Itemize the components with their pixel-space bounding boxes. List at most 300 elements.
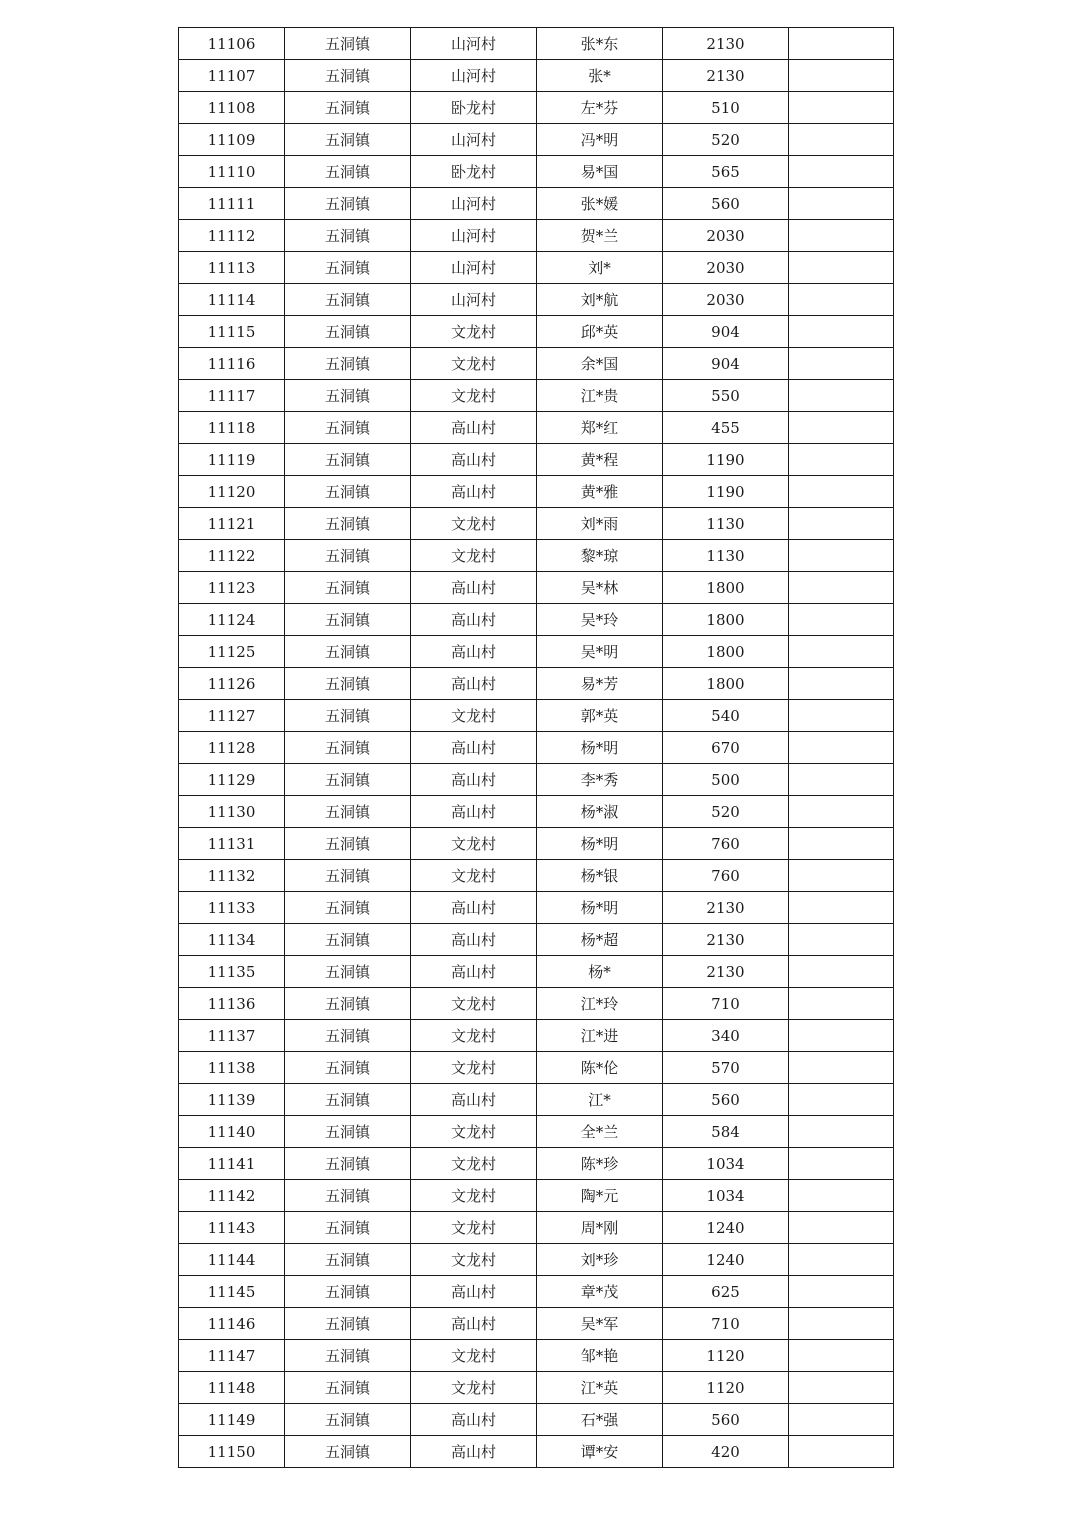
name-cell: 刘*航 xyxy=(537,284,663,316)
village-cell: 卧龙村 xyxy=(411,92,537,124)
row-number-cell: 11108 xyxy=(179,92,285,124)
remark-cell xyxy=(789,156,894,188)
remark-cell xyxy=(789,636,894,668)
name-cell: 李*秀 xyxy=(537,764,663,796)
remark-cell xyxy=(789,1276,894,1308)
row-number-cell: 11118 xyxy=(179,412,285,444)
amount-cell: 540 xyxy=(663,700,789,732)
name-cell: 杨*明 xyxy=(537,892,663,924)
amount-cell: 1800 xyxy=(663,636,789,668)
name-cell: 江*贵 xyxy=(537,380,663,412)
table-row xyxy=(179,1212,894,1244)
town-cell: 五洞镇 xyxy=(285,572,411,604)
row-number-cell: 11123 xyxy=(179,572,285,604)
town-cell: 五洞镇 xyxy=(285,924,411,956)
row-number-cell: 11133 xyxy=(179,892,285,924)
name-cell: 章*茂 xyxy=(537,1276,663,1308)
amount-cell: 904 xyxy=(663,348,789,380)
row-number-cell: 11111 xyxy=(179,188,285,220)
table-row xyxy=(179,476,894,508)
name-cell: 吴*林 xyxy=(537,572,663,604)
town-cell: 五洞镇 xyxy=(285,1340,411,1372)
village-cell: 山河村 xyxy=(411,188,537,220)
name-cell: 吴*明 xyxy=(537,636,663,668)
village-cell: 卧龙村 xyxy=(411,156,537,188)
remark-cell xyxy=(789,1436,894,1468)
amount-cell: 1130 xyxy=(663,508,789,540)
table-row xyxy=(179,796,894,828)
table-row xyxy=(179,284,894,316)
remark-cell xyxy=(789,860,894,892)
amount-cell: 520 xyxy=(663,124,789,156)
amount-cell: 1190 xyxy=(663,444,789,476)
amount-cell: 670 xyxy=(663,732,789,764)
row-number-cell: 11124 xyxy=(179,604,285,636)
remark-cell xyxy=(789,1372,894,1404)
town-cell: 五洞镇 xyxy=(285,476,411,508)
remark-cell xyxy=(789,764,894,796)
name-cell: 江*玲 xyxy=(537,988,663,1020)
table-row xyxy=(179,732,894,764)
town-cell: 五洞镇 xyxy=(285,1308,411,1340)
town-cell: 五洞镇 xyxy=(285,60,411,92)
town-cell: 五洞镇 xyxy=(285,668,411,700)
table-row xyxy=(179,60,894,92)
town-cell: 五洞镇 xyxy=(285,540,411,572)
name-cell: 杨*明 xyxy=(537,828,663,860)
row-number-cell: 11113 xyxy=(179,252,285,284)
remark-cell xyxy=(789,92,894,124)
town-cell: 五洞镇 xyxy=(285,348,411,380)
name-cell: 杨*淑 xyxy=(537,796,663,828)
remark-cell xyxy=(789,316,894,348)
table-row xyxy=(179,1244,894,1276)
remark-cell xyxy=(789,572,894,604)
name-cell: 谭*安 xyxy=(537,1436,663,1468)
row-number-cell: 11107 xyxy=(179,60,285,92)
table-row xyxy=(179,252,894,284)
table-row xyxy=(179,636,894,668)
town-cell: 五洞镇 xyxy=(285,252,411,284)
remark-cell xyxy=(789,1148,894,1180)
amount-cell: 340 xyxy=(663,1020,789,1052)
remark-cell xyxy=(789,732,894,764)
town-cell: 五洞镇 xyxy=(285,860,411,892)
remark-cell xyxy=(789,796,894,828)
remark-cell xyxy=(789,924,894,956)
town-cell: 五洞镇 xyxy=(285,892,411,924)
table-row xyxy=(179,892,894,924)
table-row xyxy=(179,1116,894,1148)
town-cell: 五洞镇 xyxy=(285,1244,411,1276)
table-row xyxy=(179,572,894,604)
amount-cell: 570 xyxy=(663,1052,789,1084)
village-cell: 文龙村 xyxy=(411,860,537,892)
remark-cell xyxy=(789,1052,894,1084)
remark-cell xyxy=(789,348,894,380)
village-cell: 高山村 xyxy=(411,572,537,604)
table-row xyxy=(179,508,894,540)
village-cell: 高山村 xyxy=(411,1404,537,1436)
table-row xyxy=(179,1436,894,1468)
village-cell: 高山村 xyxy=(411,796,537,828)
remark-cell xyxy=(789,892,894,924)
name-cell: 杨* xyxy=(537,956,663,988)
remark-cell xyxy=(789,1180,894,1212)
village-cell: 文龙村 xyxy=(411,988,537,1020)
table-row xyxy=(179,540,894,572)
amount-cell: 1190 xyxy=(663,476,789,508)
name-cell: 郭*英 xyxy=(537,700,663,732)
table-row xyxy=(179,1020,894,1052)
amount-cell: 2130 xyxy=(663,60,789,92)
village-cell: 文龙村 xyxy=(411,1020,537,1052)
name-cell: 郑*红 xyxy=(537,412,663,444)
village-cell: 山河村 xyxy=(411,28,537,60)
remark-cell xyxy=(789,508,894,540)
amount-cell: 560 xyxy=(663,188,789,220)
amount-cell: 420 xyxy=(663,1436,789,1468)
village-cell: 文龙村 xyxy=(411,1116,537,1148)
amount-cell: 2130 xyxy=(663,956,789,988)
table-row xyxy=(179,828,894,860)
amount-cell: 1240 xyxy=(663,1212,789,1244)
name-cell: 贺*兰 xyxy=(537,220,663,252)
amount-cell: 760 xyxy=(663,828,789,860)
village-cell: 文龙村 xyxy=(411,1052,537,1084)
amount-cell: 1034 xyxy=(663,1180,789,1212)
name-cell: 江*英 xyxy=(537,1372,663,1404)
row-number-cell: 11135 xyxy=(179,956,285,988)
row-number-cell: 11148 xyxy=(179,1372,285,1404)
amount-cell: 1120 xyxy=(663,1372,789,1404)
remark-cell xyxy=(789,1020,894,1052)
town-cell: 五洞镇 xyxy=(285,1180,411,1212)
town-cell: 五洞镇 xyxy=(285,188,411,220)
town-cell: 五洞镇 xyxy=(285,1436,411,1468)
row-number-cell: 11116 xyxy=(179,348,285,380)
name-cell: 左*芬 xyxy=(537,92,663,124)
remark-cell xyxy=(789,124,894,156)
amount-cell: 710 xyxy=(663,1308,789,1340)
village-cell: 高山村 xyxy=(411,1084,537,1116)
remark-cell xyxy=(789,188,894,220)
village-cell: 高山村 xyxy=(411,924,537,956)
row-number-cell: 11142 xyxy=(179,1180,285,1212)
row-number-cell: 11112 xyxy=(179,220,285,252)
village-cell: 文龙村 xyxy=(411,1244,537,1276)
row-number-cell: 11144 xyxy=(179,1244,285,1276)
row-number-cell: 11115 xyxy=(179,316,285,348)
village-cell: 高山村 xyxy=(411,636,537,668)
name-cell: 黄*雅 xyxy=(537,476,663,508)
amount-cell: 1800 xyxy=(663,572,789,604)
row-number-cell: 11109 xyxy=(179,124,285,156)
village-cell: 文龙村 xyxy=(411,1340,537,1372)
remark-cell xyxy=(789,700,894,732)
row-number-cell: 11128 xyxy=(179,732,285,764)
row-number-cell: 11125 xyxy=(179,636,285,668)
amount-cell: 455 xyxy=(663,412,789,444)
town-cell: 五洞镇 xyxy=(285,412,411,444)
town-cell: 五洞镇 xyxy=(285,220,411,252)
village-cell: 文龙村 xyxy=(411,508,537,540)
town-cell: 五洞镇 xyxy=(285,1116,411,1148)
row-number-cell: 11137 xyxy=(179,1020,285,1052)
row-number-cell: 11130 xyxy=(179,796,285,828)
table-row xyxy=(179,1148,894,1180)
remark-cell xyxy=(789,1116,894,1148)
village-cell: 文龙村 xyxy=(411,1180,537,1212)
data-table xyxy=(178,27,894,1468)
table-row xyxy=(179,1180,894,1212)
town-cell: 五洞镇 xyxy=(285,732,411,764)
row-number-cell: 11129 xyxy=(179,764,285,796)
village-cell: 高山村 xyxy=(411,956,537,988)
remark-cell xyxy=(789,28,894,60)
town-cell: 五洞镇 xyxy=(285,604,411,636)
village-cell: 山河村 xyxy=(411,252,537,284)
name-cell: 张*媛 xyxy=(537,188,663,220)
name-cell: 杨*超 xyxy=(537,924,663,956)
village-cell: 高山村 xyxy=(411,1308,537,1340)
town-cell: 五洞镇 xyxy=(285,1276,411,1308)
village-cell: 高山村 xyxy=(411,1276,537,1308)
table-row xyxy=(179,28,894,60)
row-number-cell: 11132 xyxy=(179,860,285,892)
table-row xyxy=(179,220,894,252)
name-cell: 吴*军 xyxy=(537,1308,663,1340)
row-number-cell: 11119 xyxy=(179,444,285,476)
row-number-cell: 11139 xyxy=(179,1084,285,1116)
amount-cell: 1800 xyxy=(663,668,789,700)
amount-cell: 1034 xyxy=(663,1148,789,1180)
name-cell: 石*强 xyxy=(537,1404,663,1436)
amount-cell: 2130 xyxy=(663,892,789,924)
table-row xyxy=(179,1340,894,1372)
remark-cell xyxy=(789,412,894,444)
village-cell: 高山村 xyxy=(411,1436,537,1468)
name-cell: 邱*英 xyxy=(537,316,663,348)
village-cell: 文龙村 xyxy=(411,316,537,348)
amount-cell: 2030 xyxy=(663,220,789,252)
table-body xyxy=(179,28,894,1468)
table-row xyxy=(179,348,894,380)
table-row xyxy=(179,124,894,156)
remark-cell xyxy=(789,60,894,92)
name-cell: 张* xyxy=(537,60,663,92)
name-cell: 陈*珍 xyxy=(537,1148,663,1180)
village-cell: 高山村 xyxy=(411,764,537,796)
row-number-cell: 11136 xyxy=(179,988,285,1020)
row-number-cell: 11122 xyxy=(179,540,285,572)
town-cell: 五洞镇 xyxy=(285,284,411,316)
name-cell: 陶*元 xyxy=(537,1180,663,1212)
remark-cell xyxy=(789,380,894,412)
name-cell: 刘*雨 xyxy=(537,508,663,540)
amount-cell: 2030 xyxy=(663,252,789,284)
amount-cell: 904 xyxy=(663,316,789,348)
town-cell: 五洞镇 xyxy=(285,764,411,796)
table-row xyxy=(179,988,894,1020)
village-cell: 高山村 xyxy=(411,476,537,508)
town-cell: 五洞镇 xyxy=(285,1212,411,1244)
remark-cell xyxy=(789,476,894,508)
row-number-cell: 11121 xyxy=(179,508,285,540)
town-cell: 五洞镇 xyxy=(285,988,411,1020)
town-cell: 五洞镇 xyxy=(285,380,411,412)
table-row xyxy=(179,1052,894,1084)
remark-cell xyxy=(789,988,894,1020)
table-row xyxy=(179,444,894,476)
village-cell: 文龙村 xyxy=(411,1148,537,1180)
table-row xyxy=(179,92,894,124)
town-cell: 五洞镇 xyxy=(285,1404,411,1436)
name-cell: 杨*明 xyxy=(537,732,663,764)
table-row xyxy=(179,604,894,636)
table-row xyxy=(179,668,894,700)
row-number-cell: 11114 xyxy=(179,284,285,316)
remark-cell xyxy=(789,828,894,860)
table-row xyxy=(179,700,894,732)
amount-cell: 1120 xyxy=(663,1340,789,1372)
amount-cell: 584 xyxy=(663,1116,789,1148)
row-number-cell: 11143 xyxy=(179,1212,285,1244)
amount-cell: 565 xyxy=(663,156,789,188)
village-cell: 高山村 xyxy=(411,444,537,476)
table-row xyxy=(179,860,894,892)
row-number-cell: 11131 xyxy=(179,828,285,860)
table-row xyxy=(179,380,894,412)
village-cell: 高山村 xyxy=(411,604,537,636)
village-cell: 山河村 xyxy=(411,60,537,92)
table-row xyxy=(179,1276,894,1308)
town-cell: 五洞镇 xyxy=(285,700,411,732)
town-cell: 五洞镇 xyxy=(285,444,411,476)
town-cell: 五洞镇 xyxy=(285,92,411,124)
town-cell: 五洞镇 xyxy=(285,1084,411,1116)
name-cell: 黄*程 xyxy=(537,444,663,476)
village-cell: 文龙村 xyxy=(411,700,537,732)
name-cell: 江*进 xyxy=(537,1020,663,1052)
remark-cell xyxy=(789,1404,894,1436)
row-number-cell: 11110 xyxy=(179,156,285,188)
amount-cell: 2030 xyxy=(663,284,789,316)
remark-cell xyxy=(789,220,894,252)
remark-cell xyxy=(789,284,894,316)
remark-cell xyxy=(789,1340,894,1372)
row-number-cell: 11145 xyxy=(179,1276,285,1308)
remark-cell xyxy=(789,668,894,700)
name-cell: 易*芳 xyxy=(537,668,663,700)
amount-cell: 510 xyxy=(663,92,789,124)
row-number-cell: 11141 xyxy=(179,1148,285,1180)
amount-cell: 560 xyxy=(663,1404,789,1436)
row-number-cell: 11134 xyxy=(179,924,285,956)
village-cell: 高山村 xyxy=(411,668,537,700)
amount-cell: 2130 xyxy=(663,28,789,60)
name-cell: 刘*珍 xyxy=(537,1244,663,1276)
name-cell: 全*兰 xyxy=(537,1116,663,1148)
table-row xyxy=(179,316,894,348)
row-number-cell: 11147 xyxy=(179,1340,285,1372)
name-cell: 陈*伦 xyxy=(537,1052,663,1084)
village-cell: 文龙村 xyxy=(411,380,537,412)
town-cell: 五洞镇 xyxy=(285,636,411,668)
town-cell: 五洞镇 xyxy=(285,828,411,860)
town-cell: 五洞镇 xyxy=(285,316,411,348)
town-cell: 五洞镇 xyxy=(285,124,411,156)
row-number-cell: 11146 xyxy=(179,1308,285,1340)
remark-cell xyxy=(789,1244,894,1276)
town-cell: 五洞镇 xyxy=(285,28,411,60)
town-cell: 五洞镇 xyxy=(285,796,411,828)
town-cell: 五洞镇 xyxy=(285,1372,411,1404)
village-cell: 高山村 xyxy=(411,892,537,924)
row-number-cell: 11149 xyxy=(179,1404,285,1436)
town-cell: 五洞镇 xyxy=(285,1020,411,1052)
village-cell: 文龙村 xyxy=(411,540,537,572)
name-cell: 冯*明 xyxy=(537,124,663,156)
table-row xyxy=(179,188,894,220)
village-cell: 高山村 xyxy=(411,732,537,764)
amount-cell: 500 xyxy=(663,764,789,796)
name-cell: 余*国 xyxy=(537,348,663,380)
row-number-cell: 11127 xyxy=(179,700,285,732)
name-cell: 张*东 xyxy=(537,28,663,60)
table-row xyxy=(179,764,894,796)
remark-cell xyxy=(789,252,894,284)
row-number-cell: 11140 xyxy=(179,1116,285,1148)
name-cell: 黎*琼 xyxy=(537,540,663,572)
village-cell: 文龙村 xyxy=(411,828,537,860)
name-cell: 杨*银 xyxy=(537,860,663,892)
remark-cell xyxy=(789,540,894,572)
table-row xyxy=(179,1308,894,1340)
town-cell: 五洞镇 xyxy=(285,156,411,188)
amount-cell: 550 xyxy=(663,380,789,412)
village-cell: 文龙村 xyxy=(411,1372,537,1404)
row-number-cell: 11120 xyxy=(179,476,285,508)
amount-cell: 1240 xyxy=(663,1244,789,1276)
table-row xyxy=(179,1372,894,1404)
remark-cell xyxy=(789,1084,894,1116)
town-cell: 五洞镇 xyxy=(285,508,411,540)
village-cell: 文龙村 xyxy=(411,348,537,380)
name-cell: 周*刚 xyxy=(537,1212,663,1244)
remark-cell xyxy=(789,604,894,636)
table-row xyxy=(179,1084,894,1116)
name-cell: 刘* xyxy=(537,252,663,284)
amount-cell: 560 xyxy=(663,1084,789,1116)
table-row xyxy=(179,956,894,988)
amount-cell: 760 xyxy=(663,860,789,892)
name-cell: 吴*玲 xyxy=(537,604,663,636)
amount-cell: 520 xyxy=(663,796,789,828)
village-cell: 山河村 xyxy=(411,220,537,252)
remark-cell xyxy=(789,1212,894,1244)
remark-cell xyxy=(789,1308,894,1340)
town-cell: 五洞镇 xyxy=(285,1052,411,1084)
village-cell: 高山村 xyxy=(411,412,537,444)
table-row xyxy=(179,1404,894,1436)
row-number-cell: 11150 xyxy=(179,1436,285,1468)
row-number-cell: 11117 xyxy=(179,380,285,412)
village-cell: 文龙村 xyxy=(411,1212,537,1244)
name-cell: 邹*艳 xyxy=(537,1340,663,1372)
amount-cell: 625 xyxy=(663,1276,789,1308)
row-number-cell: 11138 xyxy=(179,1052,285,1084)
